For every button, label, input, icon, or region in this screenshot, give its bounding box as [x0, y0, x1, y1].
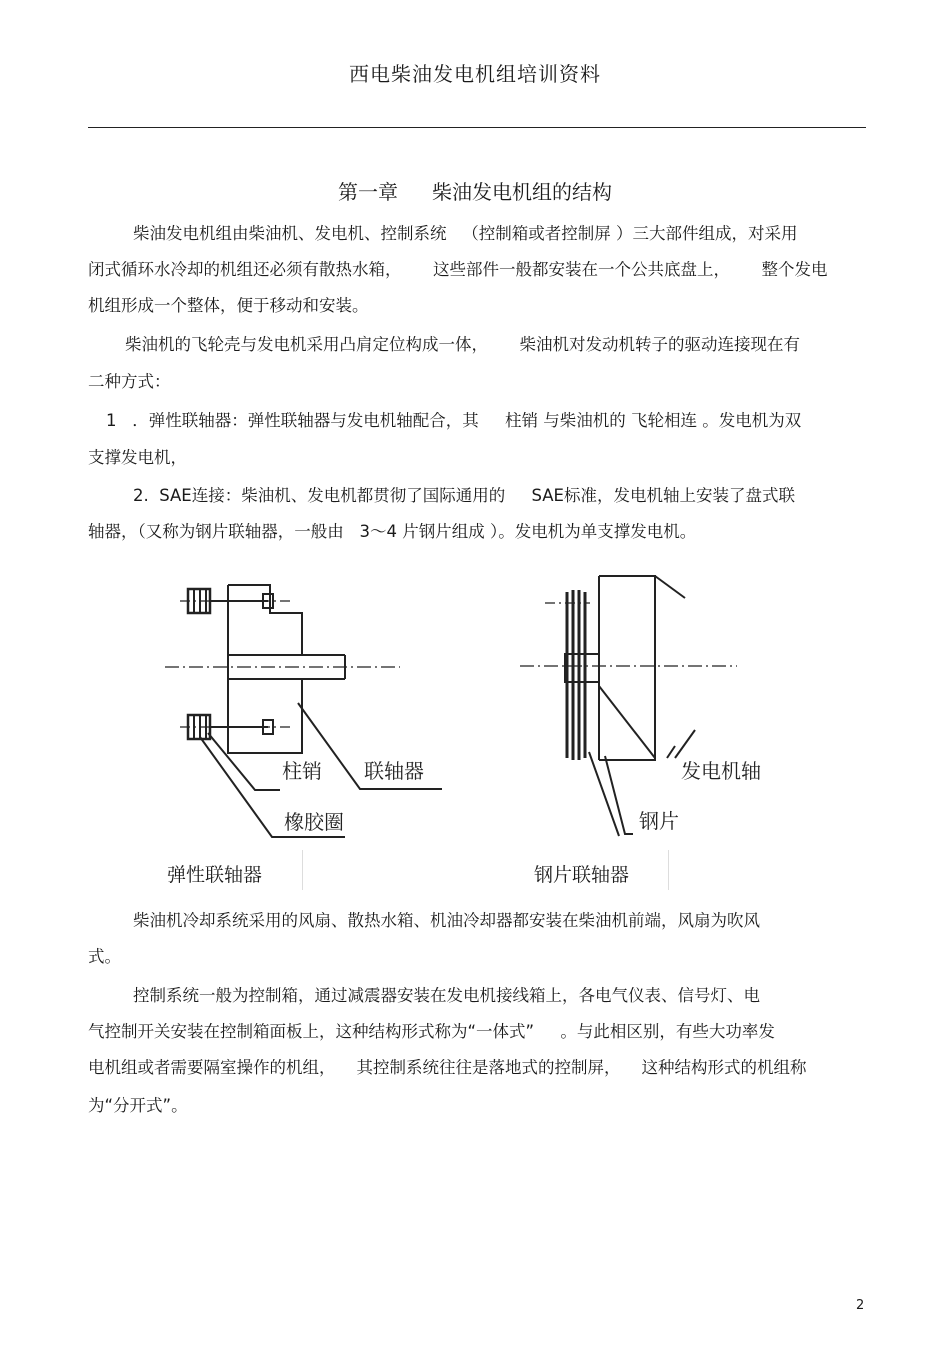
- paragraph-1-line-1: 柴油发电机组由柴油机、发电机、控制系统 （控制箱或者控制屏 ）三大部件组成，对采用: [133, 224, 798, 243]
- figure-caption-steel-plate-coupling: 钢片联轴器: [534, 864, 630, 886]
- steel-plate-coupling-diagram: [515, 570, 775, 845]
- paragraph-1-line-2: 闭式循环水冷却的机组还必须有散热水箱， 这些部件一般都安装在一个公共底盘上， 整个发电: [88, 260, 828, 279]
- label-pin: 柱销: [282, 759, 322, 783]
- label-rubber-ring: 橡胶圈: [284, 810, 344, 834]
- header-divider: [88, 127, 866, 128]
- paragraph-4-line-2: 轴器，（又称为钢片联轴器，一般由 3～4 片钢片组成 ）。发电机为单支撑发电机。: [88, 522, 697, 541]
- paragraph-3-line-1: 1 ．弹性联轴器：弹性联轴器与发电机轴配合，其 柱销 与柴油机的 飞轮相连 。发电机为双: [106, 411, 802, 430]
- paragraph-5-line-2: 式。: [88, 947, 121, 966]
- paragraph-6-line-1: 控制系统一般为控制箱，通过减震器安装在发电机接线箱上，各电气仪表、信号灯、电: [133, 986, 760, 1005]
- paragraph-6-line-3: 电机组或者需要隔室操作的机组， 其控制系统往往是落地式的控制屏， 这种结构形式的机组称: [88, 1058, 807, 1077]
- page-number: 2: [856, 1298, 865, 1313]
- figure-divider-right: [668, 850, 669, 890]
- paragraph-3-line-2: 支撑发电机，: [88, 448, 187, 467]
- figure-caption-elastic-coupling: 弹性联轴器: [167, 864, 263, 886]
- chapter-title: 柴油发电机组的结构: [432, 180, 612, 204]
- paragraph-6-line-2: 气控制开关安装在控制箱面板上，这种结构形式称为“一体式” 。与此相区别，有些大功率发: [88, 1022, 775, 1041]
- paragraph-4-line-1: 2. SAE连接：柴油机、发电机都贯彻了国际通用的 SAE标准，发电机轴上安装了盘式联: [133, 486, 795, 505]
- chapter-heading: [0, 176, 950, 205]
- chapter-number: 第一章: [338, 180, 398, 204]
- elastic-coupling-diagram: [160, 575, 460, 850]
- paragraph-2-line-1: 柴油机的飞轮壳与发电机采用凸肩定位构成一体， 柴油机对发动机转子的驱动连接现在有: [125, 335, 800, 354]
- label-generator-shaft: 发电机轴: [681, 759, 761, 783]
- label-steel-plate: 钢片: [639, 809, 679, 833]
- figure-divider-left: [302, 850, 303, 890]
- label-coupling: 联轴器: [364, 759, 424, 783]
- paragraph-2-line-2: 二种方式：: [88, 372, 171, 391]
- paragraph-6-line-4: 为“分开式”。: [88, 1096, 188, 1115]
- document-header-title: 西电柴油发电机组培训资料: [349, 62, 601, 86]
- paragraph-1-line-3: 机组形成一个整体，便于移动和安装。: [88, 296, 369, 315]
- paragraph-5-line-1: 柴油机冷却系统采用的风扇、散热水箱、机油冷却器都安装在柴油机前端，风扇为吹风: [133, 911, 760, 930]
